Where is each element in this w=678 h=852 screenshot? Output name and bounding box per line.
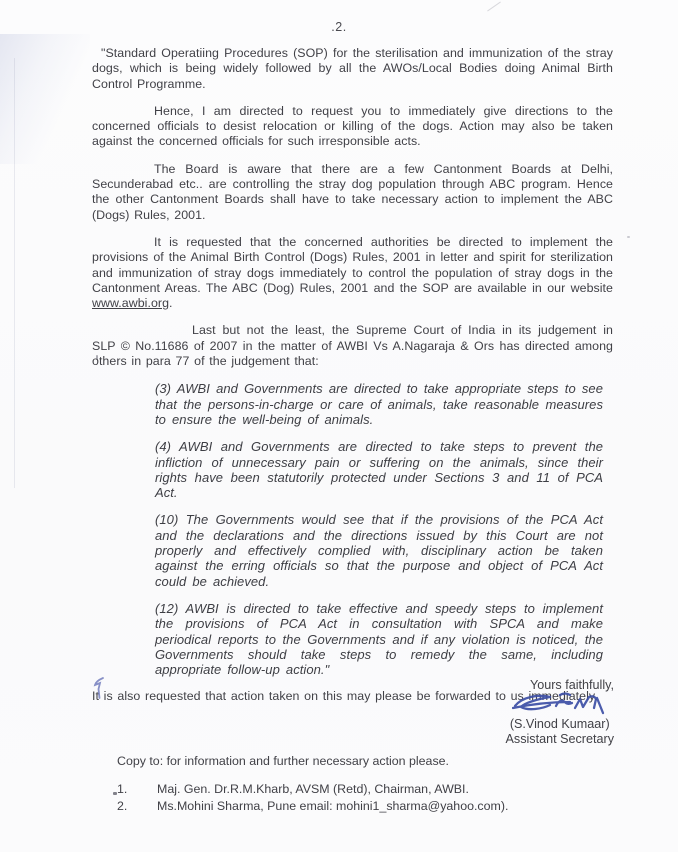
list-number: 2. — [117, 799, 128, 813]
scan-scratch-artifact — [487, 2, 501, 12]
paragraph-action-taken: It is also requested that action taken on this may please be forwarded to us immediately. — [92, 689, 598, 704]
judgement-quote-3: (3) AWBI and Governments are directed to take appropriate steps to see that the persons-in-charge or care of animals, take reasonable measures to ensure the well-being of animals. — [155, 381, 603, 427]
list-number: 1. — [117, 782, 128, 796]
signatory-title: Assistant Secretary — [505, 732, 614, 746]
paragraph-cantonment-boards: The Board is aware that there are a few Cantonment Boards at Delhi, Secunderabad etc.. are controlling the stray dog population through ABC program. Hence the other Cantonment Boards shall have to take necessary action to implement the ABC (Dogs) Rules, 2001. — [92, 161, 613, 222]
page-fold-line-artifact — [14, 58, 15, 488]
copy-to-heading: Copy to: for information and further necessary action please. — [117, 754, 449, 768]
valediction: Yours faithfully, — [529, 678, 614, 692]
paragraph-directions: Hence, I am directed to request you to immediately give directions to the concerned officials to desist relocation or killing of the dogs. Action may also be taken against the concerned officials for such irresponsible acts. — [92, 103, 613, 149]
paragraph-supreme-court: Last but not the least, the Supreme Court of India in its judgement in SLP © No.11686 of 2007 in the matter of AWBI Vs A.Nagaraja & Ors has directed among others in para 77 of the judgement that: — [92, 323, 613, 369]
list-text: Maj. Gen. Dr.R.M.Kharb, AVSM (Retd), Chairman, AWBI. — [157, 782, 469, 796]
page-number: .2. — [331, 20, 347, 34]
paragraph-sop: "Standard Operatiing Procedures (SOP) for the sterilisation and immunization of the stray dogs, which is being widely followed by all the AWOs/Local Bodies doing Animal Birth Control Programme. — [92, 46, 613, 91]
handwritten-signature — [512, 691, 608, 717]
list-text: Ms.Mohini Sharma, Pune email: mohini1_sharma@yahoo.com). — [157, 799, 509, 813]
signature-block — [506, 678, 615, 747]
judgement-quote-12: (12) AWBI is directed to take effective and speedy steps to implement the provisions of PCA Act in consultation with SPCA and make periodical reports to the Governments and if any violation is noticed, the Governments should take steps to remedy the same, including appropriate follow-up action." — [155, 600, 603, 678]
pen-tick-mark — [90, 674, 108, 704]
judgement-quote-4: (4) AWBI and Governments are directed to take steps to prevent the infliction of unnecessary pain or suffering on the animals, since their rights have been statutorily protected under Sections 3 and 11 of PCA Act. — [155, 439, 603, 501]
awbi-website-link: www.awbi.org — [92, 296, 170, 311]
letter-body — [92, 46, 613, 717]
copy-list-item — [117, 799, 587, 815]
paragraph-abc-rules-period: . — [169, 296, 173, 311]
judgement-quote-10: (10) The Governments would see that if the provisions of the PCA Act and the declarations and the directions issued by this Court are not properly and effectively complied with, disciplinary action be taken against the erring officials so that the purpose and object of PCA Act could be achieved. — [155, 512, 603, 589]
ink-speck-artifact — [627, 236, 630, 238]
signatory-name: (S.Vinod Kumaar) — [509, 717, 610, 731]
copy-to-section — [117, 754, 587, 816]
paragraph-abc-rules — [92, 235, 613, 311]
copy-list-item — [117, 782, 587, 798]
paragraph-abc-rules-text: It is requested that the concerned authorities be directed to implement the provisions of the Animal Birth Control (Dogs) Rules, 2001 in letter and spirit for sterilization and immunization of stray dogs immediately to control the population of stray dogs in the Cantonment Areas. The ABC (Dog) Rules, 2001 and the SOP are available in our website — [92, 234, 613, 295]
